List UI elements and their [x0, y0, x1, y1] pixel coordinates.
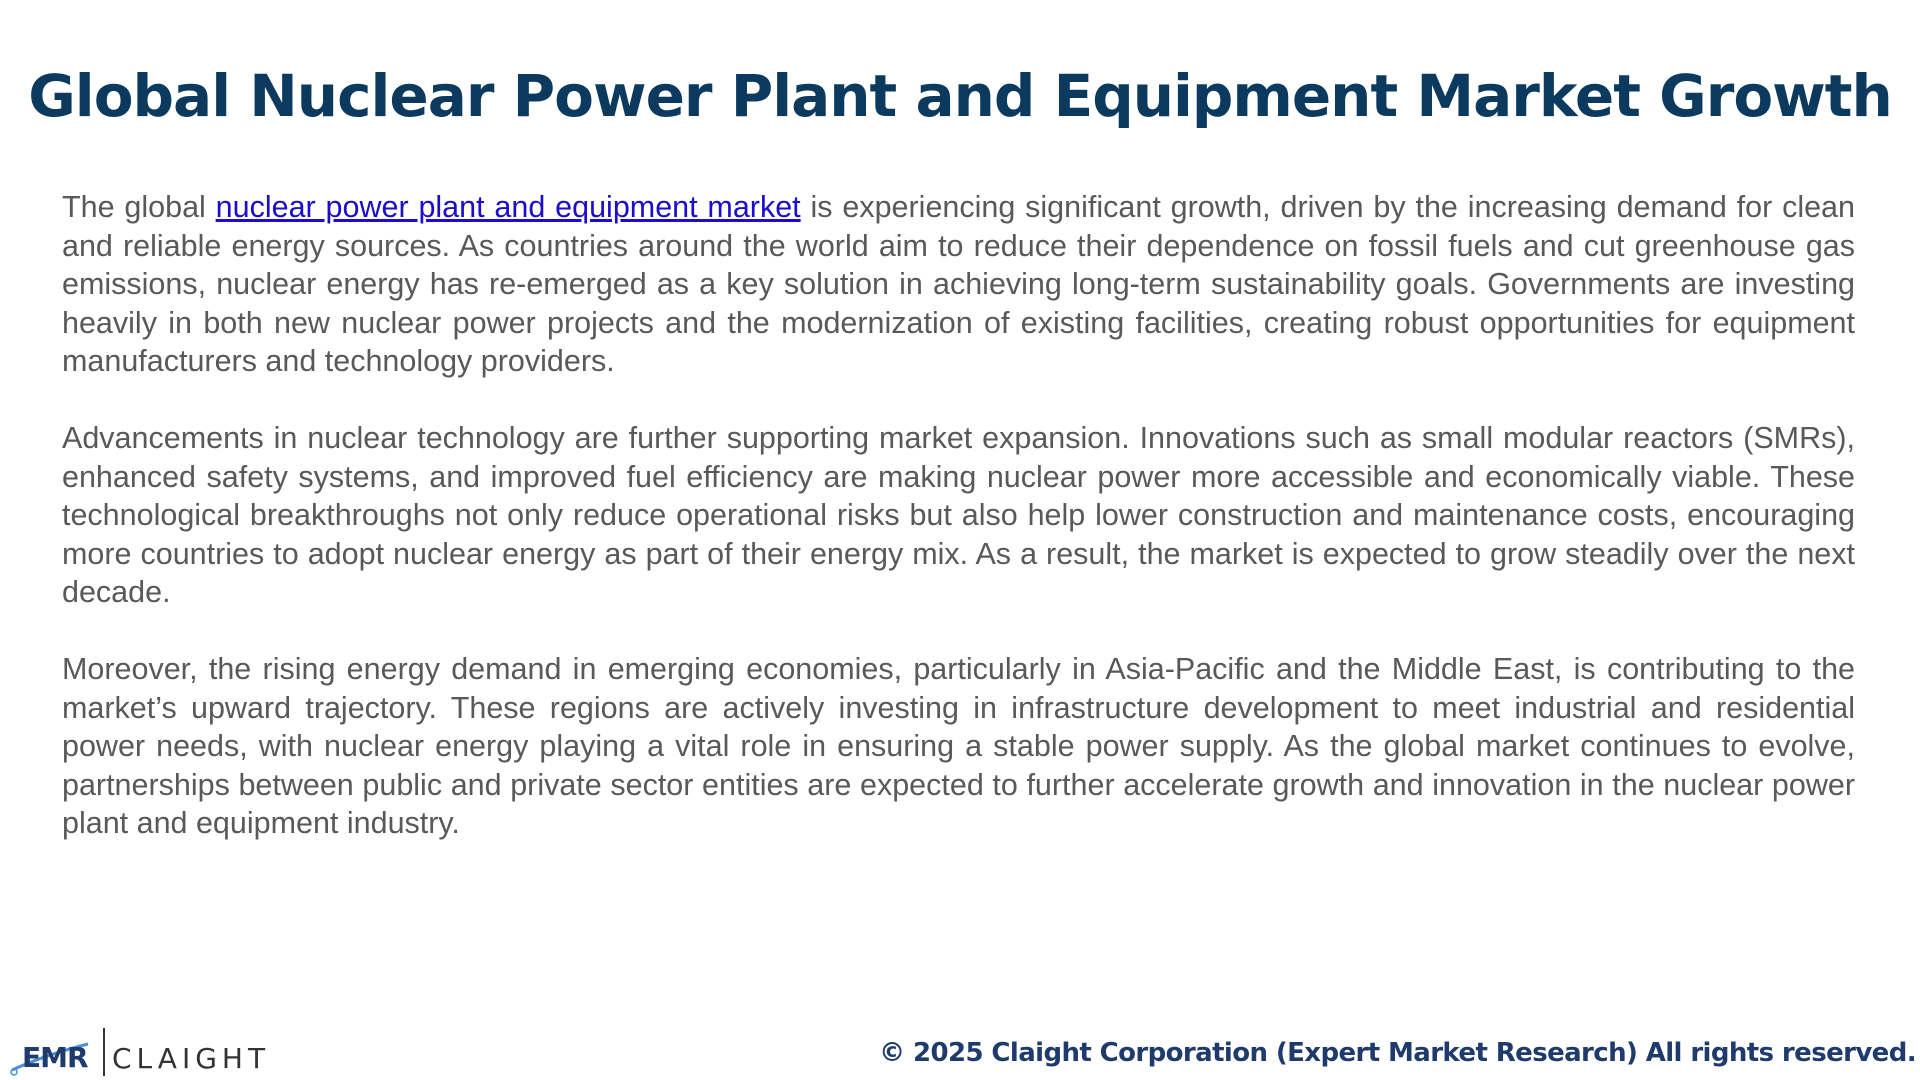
paragraph-1-intro: The global	[62, 190, 216, 224]
paragraph-1	[62, 188, 1855, 381]
logo-right-text: CLAIGHT	[112, 1042, 271, 1075]
slide-body	[62, 188, 1855, 881]
paragraph-3: Moreover, the rising energy demand in emerging economies, particularly in Asia-Pacific and the Middle East, is contributing to the market’s upward trajectory. These regions are actively investing in infrastructure development to meet industrial and residential power needs, with nuclear energy playing a vital role in ensuring a stable power supply. As the global market continues to evolve, partnerships between public and private sector entities are expected to further accelerate growth and innovation in the nuclear power plant and equipment industry.	[62, 651, 1855, 841]
emr-claight-logo	[8, 1024, 288, 1080]
copyright-footer: © 2025 Claight Corporation (Expert Market Research) All rights reserved.	[879, 1038, 1916, 1068]
paragraph-2: Advancements in nuclear technology are further supporting market expansion. Innovations such as small modular reactors (SMRs), enhanced safety systems, and improved fuel efficiency are making nuclear power more accessible and economically viable. These technological breakthroughs not only reduce operational risks but also help lower construction and maintenance costs, encouraging more countries to adopt nuclear energy as part of their energy mix. As a result, the market is expected to grow steadily over the next decade.	[62, 420, 1855, 610]
slide-title: Global Nuclear Power Plant and Equipment Market Growth	[28, 62, 1892, 130]
paragraph-1-rest: is experiencing significant growth, driven by the increasing demand for clean and reliable energy sources. As countries around the world aim to reduce their dependence on fossil fuels and cut greenhouse gas emissions, nuclear energy has re-emerged as a key solution in achieving long-term sustainability goals. Governments are investing heavily in both new nuclear power projects and the modernization of existing facilities, creating robust opportunities for equipment manufacturers and technology providers.	[62, 190, 1855, 379]
market-link[interactable]: nuclear power plant and equipment market	[215, 190, 801, 224]
logo-left-text: EMR	[22, 1041, 88, 1074]
